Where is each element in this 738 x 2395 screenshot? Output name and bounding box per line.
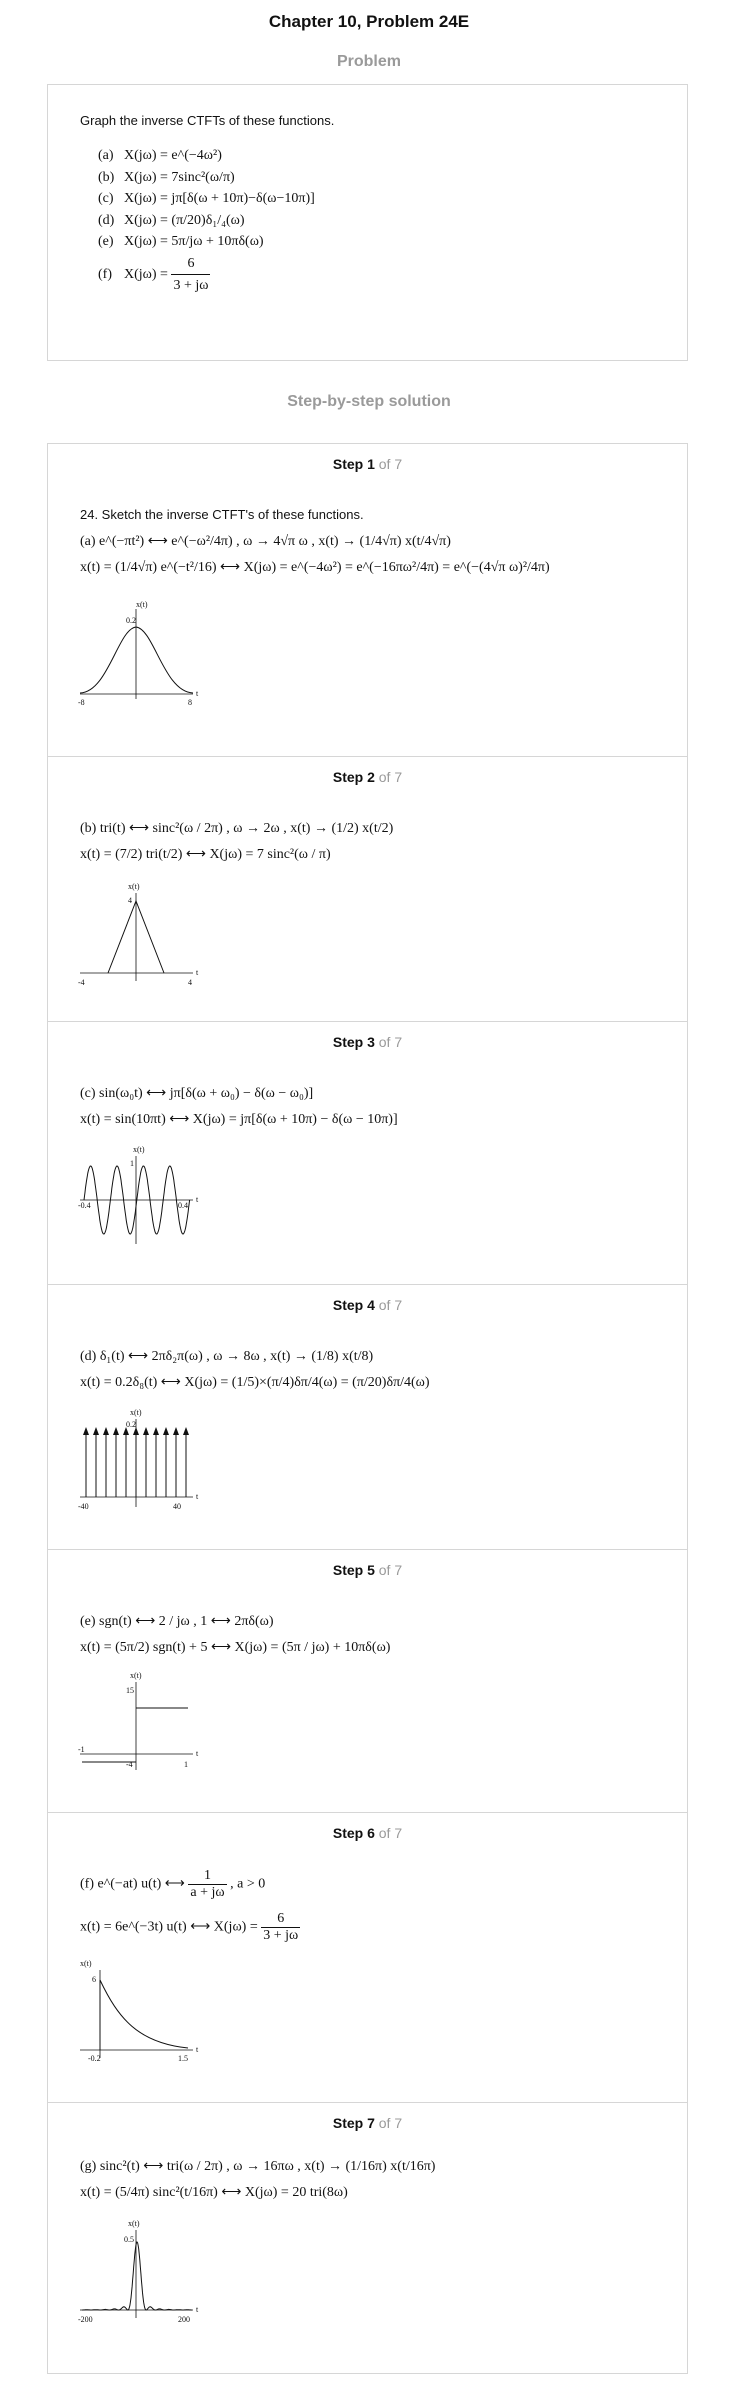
xvar-label: t <box>196 2045 199 2054</box>
step-heading: Step 1 of 7 <box>332 456 403 472</box>
xvar-label: t <box>196 1492 199 1501</box>
step-4 <box>48 1285 687 1550</box>
xmin-label: -0.2 <box>88 2054 101 2063</box>
xmin-label: -200 <box>78 2315 93 2324</box>
step-equation-2: x(t) = sin(10πt) ⟷ X(jω) = jπ[δ(ω + 10π) − δ(ω − 10π)] <box>80 1112 398 1127</box>
xmin-label: -4 <box>78 978 85 987</box>
step-heading: Step 3 of 7 <box>332 1034 403 1050</box>
plot-a <box>78 599 198 709</box>
plot-ylabel: x(t) <box>136 600 148 609</box>
xmax-label: 1.5 <box>178 2054 188 2063</box>
plot-b <box>78 881 198 991</box>
impulse-arrowhead <box>113 1427 119 1435</box>
plot-e <box>78 1670 198 1780</box>
plot-ylabel: x(t) <box>128 2219 140 2228</box>
step-equation-2: x(t) = (1/4√π) e^(−t²/16) ⟷ X(jω) = e^(−4ω²) = e^(−16πω²/4π) = e^(−(4√π ω)²/4π) <box>80 560 550 575</box>
page-title: Chapter 10, Problem 24E <box>268 12 470 31</box>
impulse-arrowhead <box>153 1427 159 1435</box>
step-heading: Step 5 of 7 <box>332 1562 403 1578</box>
step-5 <box>48 1550 687 1813</box>
part-f: (f) X(jω) = $\frac{6}{3 + j\omega}$ <box>98 253 315 297</box>
peak-label: 1 <box>130 1159 134 1168</box>
impulse-arrowhead <box>93 1427 99 1435</box>
peak-label: 4 <box>128 896 132 905</box>
plot-ylabel: x(t) <box>130 1408 142 1417</box>
step-equation-1: (e) sgn(t) ⟷ 2 / jω , 1 ⟷ 2πδ(ω) <box>80 1614 274 1629</box>
step-equation-1: (f) e^(−at) u(t) ⟷ $\frac{1}{a + j\omega}$ , a > 0 <box>80 1868 266 1900</box>
plot-d <box>78 1407 198 1517</box>
step-equation-2: x(t) = 0.2δ₈(t) ⟷ X(jω) = (1/5)×(π/4)δπ/4(ω) = (π/20)δπ/4(ω) <box>80 1375 430 1390</box>
step-equation-1: (c) sin(ω₀t) ⟷ jπ[δ(ω + ω₀) − δ(ω − ω₀)] <box>80 1086 314 1101</box>
step-2 <box>48 757 687 1022</box>
xmax-label: 0.4 <box>178 1201 188 1210</box>
plot-ylabel: x(t) <box>130 1671 142 1680</box>
peak-label: 0.5 <box>124 2235 134 2244</box>
plot-g <box>78 2218 198 2328</box>
part-c: (c) X(jω) = jπ[δ(ω + 10π)−δ(ω−10π)] <box>98 191 315 206</box>
peak-label: 0.2 <box>126 1420 136 1429</box>
problem-parts <box>98 145 315 297</box>
impulse-arrowhead <box>163 1427 169 1435</box>
peak-label: 15 <box>126 1686 134 1695</box>
gaussian-curve <box>80 627 193 693</box>
part-b: (b) X(jω) = 7sinc²(ω/π) <box>98 169 235 185</box>
step-equation-2: x(t) = (7/2) tri(t/2) ⟷ X(jω) = 7 sinc²(ω / π) <box>80 847 331 862</box>
step-equation-1: (a) e^(−πt²) ⟷ e^(−ω²/4π) , ω → 4√π ω , x(t) → (1/4√π) x(t/4√π) <box>80 534 451 549</box>
step-equation-1: (b) tri(t) ⟷ sinc²(ω / 2π) , ω → 2ω , x(t) → (1/2) x(t/2) <box>80 821 394 836</box>
impulse-arrowhead <box>173 1427 179 1435</box>
solution-label: Step-by-step solution <box>287 393 451 410</box>
step-equation-1: (d) δ₁(t) ⟷ 2πδ₂π(ω) , ω → 8ω , x(t) → (1/8) x(t/8) <box>80 1349 374 1364</box>
impulse-train <box>83 1427 189 1497</box>
step-heading: Step 4 of 7 <box>332 1297 403 1313</box>
impulse-arrowhead <box>183 1427 189 1435</box>
step-equation-2: x(t) = 6e^(−3t) u(t) ⟷ X(jω) = $\frac{6}{3 + j\omega}$ <box>80 1911 299 1943</box>
xvar-label: t <box>196 689 199 698</box>
plot-c <box>78 1144 198 1254</box>
xvar-label: t <box>196 1195 199 1204</box>
step-heading: Step 7 of 7 <box>332 2115 403 2131</box>
xmax-label: 8 <box>188 698 192 707</box>
xmin-label: -40 <box>78 1502 89 1511</box>
step-heading: Step 6 of 7 <box>332 1825 403 1841</box>
impulse-arrowhead <box>83 1427 89 1435</box>
step-equation-1: (g) sinc²(t) ⟷ tri(ω / 2π) , ω → 16πω , x(t) → (1/16π) x(t/16π) <box>80 2159 436 2174</box>
step-7 <box>48 2103 687 2373</box>
plot-ylabel: x(t) <box>80 1959 92 1968</box>
problem-box <box>47 84 688 361</box>
step-equation-2: x(t) = (5π/2) sgn(t) + 5 ⟷ X(jω) = (5π / jω) + 10πδ(ω) <box>80 1640 391 1655</box>
xvar-label: t <box>196 1749 199 1758</box>
step-3 <box>48 1022 687 1285</box>
neg-label: -4 <box>126 1760 133 1769</box>
step-1 <box>48 444 687 757</box>
impulse-arrowhead <box>143 1427 149 1435</box>
sinc-squared-curve <box>82 2242 192 2310</box>
step-intro: 24. Sketch the inverse CTFT's of these functions. <box>80 507 364 522</box>
xmax-label: 40 <box>173 1502 181 1511</box>
exponential-curve <box>100 1980 188 2050</box>
xmax-label: 1 <box>184 1760 188 1769</box>
plot-f <box>78 1958 198 2068</box>
xmin-label: -0.4 <box>78 1201 91 1210</box>
xmax-label: 200 <box>178 2315 190 2324</box>
plot-ylabel: x(t) <box>128 882 140 891</box>
problem-label: Problem <box>336 53 401 70</box>
peak-label: 0.2 <box>126 616 136 625</box>
step-6 <box>48 1813 687 2103</box>
plot-ylabel: x(t) <box>133 1145 145 1154</box>
step-equation-2: x(t) = (5/4π) sinc²(t/16π) ⟷ X(jω) = 20 tri(8ω) <box>80 2185 348 2200</box>
step-heading: Step 2 of 7 <box>332 769 403 785</box>
xmin-label: -1 <box>78 1745 85 1754</box>
xmax-label: 4 <box>188 978 192 987</box>
part-a: (a) X(jω) = e^(−4ω²) <box>98 148 222 163</box>
part-d: (d) X(jω) = (π/20)δ₁/₄(ω) <box>98 212 245 228</box>
xmin-label: -8 <box>78 698 85 707</box>
xvar-label: t <box>196 2305 199 2314</box>
xvar-label: t <box>196 968 199 977</box>
problem-intro: Graph the inverse CTFTs of these functions. <box>80 113 335 128</box>
solution-steps <box>47 443 688 2374</box>
peak-label: 6 <box>92 1975 96 1984</box>
part-e: (e) X(jω) = 5π/jω + 10πδ(ω) <box>98 234 264 249</box>
impulse-arrowhead <box>103 1427 109 1435</box>
